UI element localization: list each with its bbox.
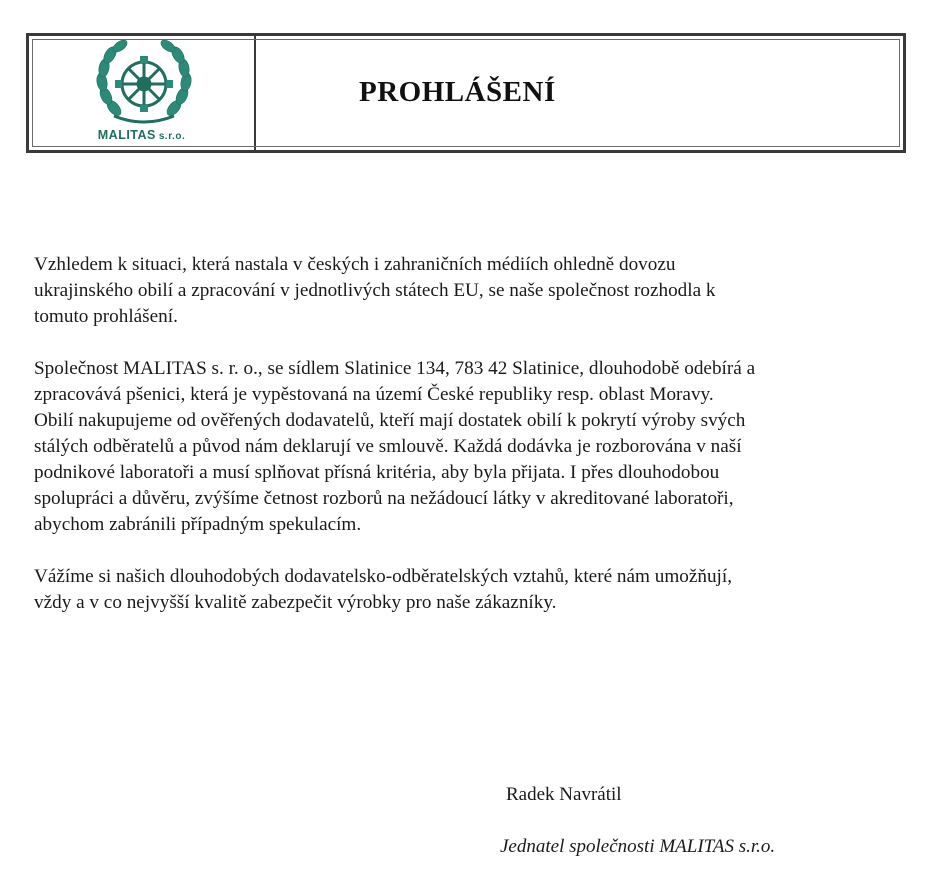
text-line: Společnost MALITAS s. r. o., se sídlem Slatinice 134, 783 42 Slatinice, dlouhodobě odebírá a	[34, 358, 756, 379]
logo-wordmark	[29, 128, 254, 142]
text-line: tomuto prohlášení.	[34, 306, 178, 327]
text-line: vždy a v co nejvyšší kvalitě zabezpečit výrobky pro naše zákazníky.	[34, 592, 557, 613]
company-logo	[84, 38, 204, 126]
text-line: Obilí nakupujeme od ověřených dodavatelů, kteří mají dostatek obilí k pokrytí výroby svých	[34, 410, 746, 431]
text-line: podnikové laboratoři a musí splňovat přísná kritéria, aby byla přijata. I přes dlouhodobou	[34, 462, 720, 483]
logo-suffix: s.r.o.	[158, 131, 186, 142]
statement-body	[34, 252, 904, 642]
text-line: abychom zabránili případným spekulacím.	[34, 514, 362, 535]
document-title: PROHLÁŠENÍ	[359, 76, 556, 108]
logo-cell	[29, 36, 256, 150]
text-line: Vzhledem k situaci, která nastala v českých i zahraničních médiích ohledně dovozu	[34, 254, 676, 275]
signer-position: Jednatel společnosti MALITAS s.r.o.	[500, 836, 776, 857]
paragraph-1	[34, 252, 904, 330]
text-line: spolupráci a důvěru, zvýšíme četnost rozborů na nežádoucí látky v akreditované laboratoři,	[34, 488, 734, 509]
text-line: stálých odběratelů a původ nám deklarují ve smlouvě. Každá dodávka je rozborována v naší	[34, 436, 742, 457]
text-line: ukrajinského obilí a zpracování v jednotlivých státech EU, se naše společnost rozhodla k	[34, 280, 716, 301]
text-line: Vážíme si našich dlouhodobých dodavatelsko-odběratelských vztahů, které nám umožňují,	[34, 566, 733, 587]
logo-name: MALITAS	[97, 128, 156, 142]
paragraph-3	[34, 564, 904, 616]
paragraph-2	[34, 356, 904, 538]
signer-name: Radek Navrátil	[506, 784, 622, 805]
text-line: zpracovává pšenici, která je vypěstovaná na území České republiky resp. oblast Moravy.	[34, 384, 714, 405]
letterhead	[26, 33, 906, 153]
